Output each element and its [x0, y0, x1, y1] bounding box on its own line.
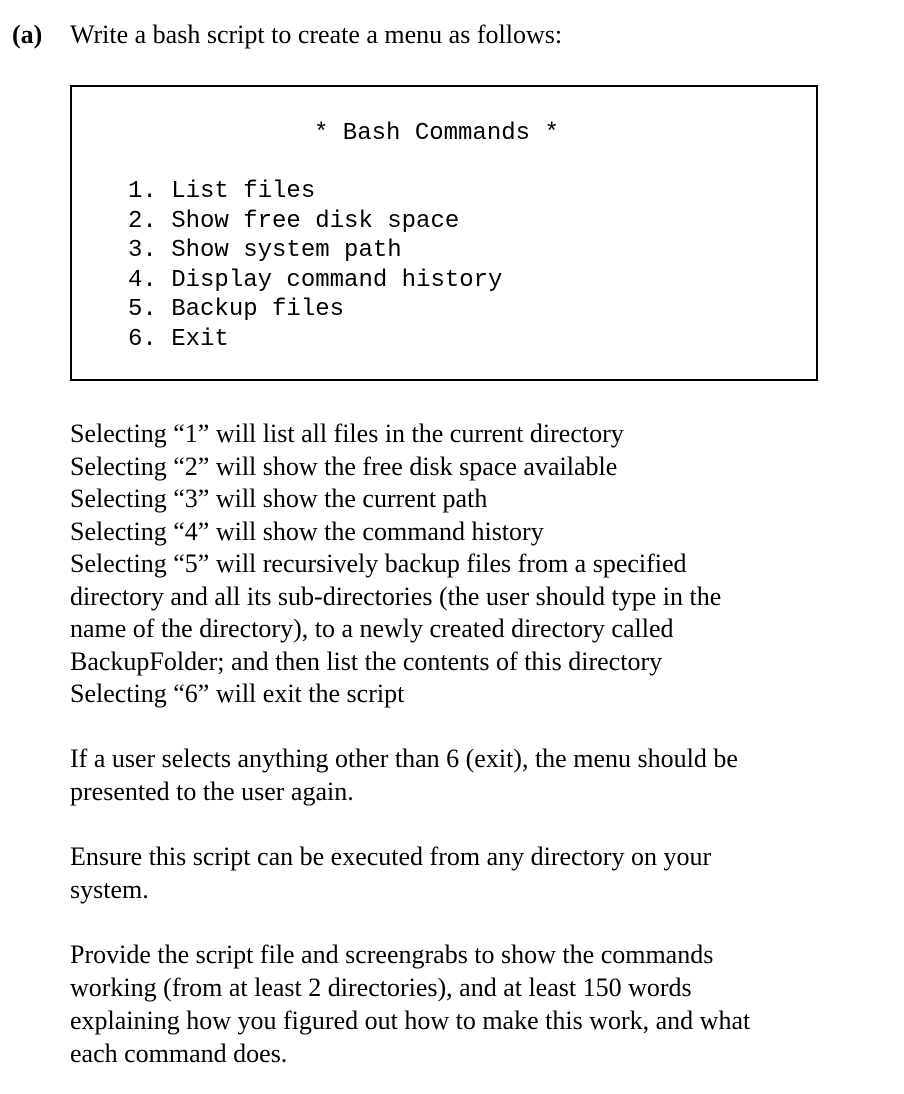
menu-list — [128, 177, 502, 355]
selection-line: Selecting “2” will show the free disk space available — [70, 451, 618, 481]
menu-item-free-disk-space: 2. Show free disk space — [128, 207, 460, 235]
menu-item-exit: 6. Exit — [128, 325, 229, 353]
repeat-menu-paragraph: If a user selects anything other than 6 (exit), the menu should be presented to the user again. — [70, 744, 738, 806]
question-label: (a) — [12, 20, 43, 49]
question-header — [12, 18, 562, 52]
selection-line: Selecting “5” will recursively backup files from a specified — [70, 549, 687, 578]
selection-line: BackupFolder; and then list the contents of this directory — [70, 646, 663, 676]
menu-item-backup-files: 5. Backup files — [128, 296, 345, 324]
selection-line: name of the directory), to a newly created directory called — [70, 614, 674, 643]
deliverables-paragraph: Provide the script file and screengrabs to show the commands working (from at least 2 directories), and at least 150 words explaining how you figured out how to make this work, and what each command does. — [70, 940, 751, 1068]
menu-item-command-history: 4. Display command history — [128, 266, 503, 294]
selection-line: directory and all its sub-directories (the user should type in the — [70, 581, 722, 611]
menu-box — [70, 85, 818, 381]
selection-line: Selecting “3” will show the current path — [70, 484, 488, 513]
menu-item-system-path: 3. Show system path — [128, 237, 402, 265]
selection-line: Selecting “4” will show the command history — [70, 516, 544, 546]
execute-anywhere-paragraph: Ensure this script can be executed from any directory on your system. — [70, 842, 712, 904]
question-prompt: Write a bash script to create a menu as follows: — [70, 20, 563, 49]
selection-line: Selecting “6” will exit the script — [70, 679, 405, 708]
selection-descriptions — [70, 418, 850, 711]
menu-title: * Bash Commands * — [314, 120, 559, 147]
selection-line: Selecting “1” will list all files in the current directory — [70, 419, 624, 448]
menu-item-list-files: 1. List files — [128, 178, 316, 205]
